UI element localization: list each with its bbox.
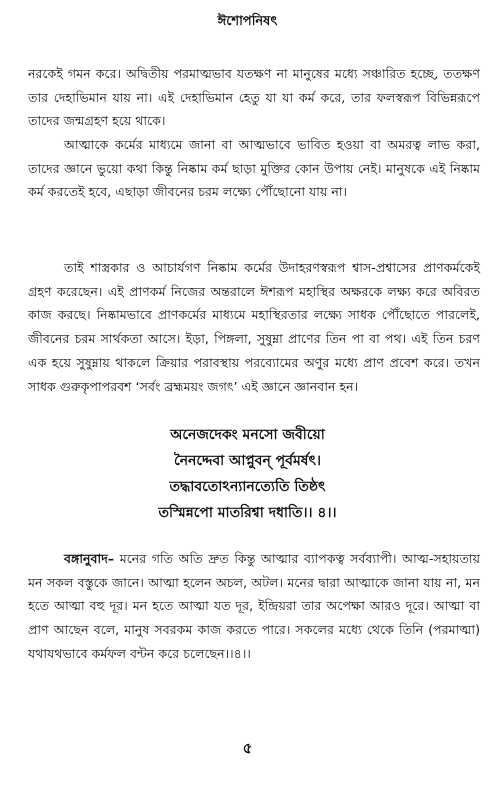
- verse-line-2: নৈনদ্দেবা আপ্নুবন্ পূর্বমর্ষৎ।: [174, 453, 321, 469]
- page-number: ৫: [242, 739, 253, 757]
- paragraph-2: আত্মাকে কর্মের মাধ্যমে জানা বা আত্মভাবে ভাবিত হওয়া বা অমরত্ব লাভ করা, তাদের জ্ঞানে ভুয়ো কথা কিন্তু নিষ্কাম কর্ম ছাড়া মুক্তির কোন উপায় নেই। মানুষকে এই নিষ্কাম কর্ম করতেই হবে, এছাড়া জীবনের চরম লক্ষ্যে পৌঁছোনো যায় না।: [28, 137, 480, 200]
- verse-line-1: অনেজদেকং মনসো জবীয়ো: [170, 427, 325, 443]
- page-header-title: ঈশোপনিষৎ: [217, 14, 278, 29]
- paragraph-1: নরকেই গমন করে। অদ্বিতীয় পরমাত্মভাব যতক্ষণ না মানুষের মধ্যে সঞ্চারিত হচ্ছে, ততক্ষণ তার দেহাভিমান যায় না। এই দেহাভিমান হেতু যা যা কর্ম করে, তার ফলস্বরূপ বিভিন্নরূপে তাদের জন্মগ্রহণ হয়ে থাকে।: [28, 66, 480, 129]
- translation-label: বঙ্গানুবাদ–: [64, 551, 115, 566]
- translation-text: মনের গতি অতি দ্রুত কিন্তু আত্মার ব্যাপকত্ব সর্বব্যাপী। আত্ম-সহায়তায় মন সকল বস্তুকে জানে। আত্মা হলেন অচল, অটল। মনের দ্বারা আত্মাকে জানা যায় না, মন হতে আত্মা বহু দূর। মন হতে আত্মা যত দূর, ইন্দ্রিয়রা তার অপেক্ষা আরও দূরে। আত্মা বা প্রাণ আছেন বলে, মানুষ সবরকম কাজ করতে পারে। সকলের মধ্যে থেকে তিনি (পরমাত্মা) যথাযথভাবে কর্মফল বন্টন করে চলেছেন।।৪।।: [28, 551, 480, 661]
- verse-line-4: তস্মিন্নপো মাতরিশ্বা দধাতি।। ৪।।: [158, 505, 337, 521]
- sanskrit-verse: [0, 422, 495, 526]
- paragraph-3: তাই শাস্ত্রকার ও আচার্যগণ নিষ্কাম কর্মের উদাহরণস্বরূপ শ্বাস-প্রশ্বাসের প্রাণকর্মকেই গ্রহণ করেছেন। এই প্রাণকর্ম নিজের অন্তরালে ঈশরূপ মহাস্থির অক্ষরকে লক্ষ্য করে অবিরত কাজ করছে। নিষ্কামভাবে প্রাণকর্মের মাধ্যমে মহাস্থিরতার লক্ষ্যে সাধক পৌঁছোতে পারলেই, জীবনের চরম সার্থকতা আসে। ইড়া, পিঙ্গলা, সুষুম্না প্রাণের তিন পা বা পথ। এই তিন চরণ এক হয়ে সুষুম্নায় থাকলে ক্রিয়ার পরাবস্থায় পরব্যোমের অণুর মধ্যে প্রাণ প্রবেশ করে। তখন সাধক গুরুকৃপাপরবশ ‘সর্বং ব্রহ্মময়ং জগৎ’ এই জ্ঞানে জ্ঞানবান হন।: [28, 260, 480, 394]
- translation-paragraph: [28, 547, 480, 666]
- verse-line-3: তদ্ধাবতোঽন্যানত্যেতি তিষ্ঠৎ: [169, 479, 326, 495]
